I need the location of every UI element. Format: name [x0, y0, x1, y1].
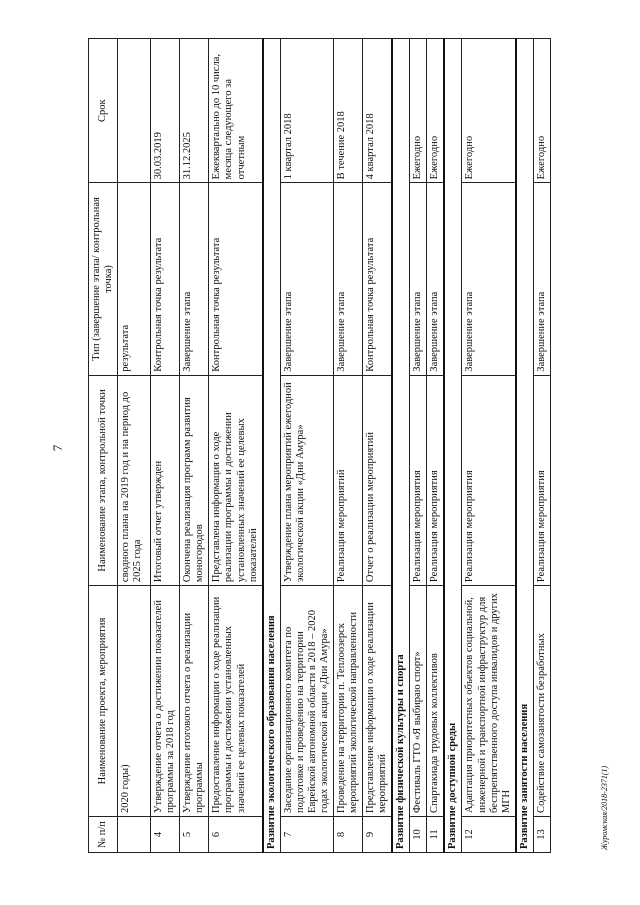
cell-event: Заседание организационного комитета по подготовке и проведению на территории Еврейской автономной области в 2018 – 2020 годах экологической акции «Дни Амура»	[280, 586, 333, 817]
table-row	[180, 39, 209, 853]
cell-stage: Реализация мероприятия	[427, 375, 445, 585]
table-row	[462, 39, 516, 853]
section-row-employment	[516, 39, 534, 853]
cell-type: Контрольная точка результата	[209, 183, 263, 375]
cell-num: 10	[410, 816, 427, 852]
table-row	[363, 39, 393, 853]
cell-event: Адаптация приоритетных объектов социальной, инженерной и транспортной инфраструктур для беспрепятственного доступа инвалидов и других МГН	[462, 586, 516, 817]
cell-event: Содействие самозанятости безработных	[533, 586, 550, 817]
event-plan-table	[88, 38, 551, 853]
cell-event: Утверждение итогового отчета о реализации программы	[180, 586, 209, 817]
cell-deadline: В течение 2018	[333, 39, 362, 183]
table-row	[410, 39, 427, 853]
cell-stage: Реализация мероприятий	[333, 375, 362, 585]
table-row	[427, 39, 445, 853]
cell-event: Проведение на территории п. Теплоозерск мероприятий экологической направленности	[333, 586, 362, 817]
cell-deadline: Ежегодно	[533, 39, 550, 183]
cell-type: Контрольная точка результата	[363, 183, 393, 375]
cell-event: Утверждение отчета о достижении показателей программы за 2018 год	[151, 586, 180, 817]
cell-num: 8	[333, 816, 362, 852]
section-row-access	[444, 39, 462, 853]
table-row	[280, 39, 333, 853]
cell-deadline: Ежегодно	[462, 39, 516, 183]
page-number: 7	[50, 444, 65, 452]
cell-stage: Утверждение плана мероприятий ежегодной экологической акции «Дни Амура»	[280, 375, 333, 585]
cell-event: 2020 годы)	[118, 586, 151, 817]
table-row	[118, 39, 151, 853]
cell-deadline: 30.03.2019	[151, 39, 180, 183]
cell-event: Фестиваль ГТО «Я выбираю спорт»	[410, 586, 427, 817]
cell-deadline: Ежегодно	[410, 39, 427, 183]
section-title: Развитие занятости населения	[516, 39, 534, 853]
cell-type: результата	[118, 183, 151, 375]
section-title: Развитие доступной среды	[444, 39, 462, 853]
cell-type: Завершение этапа	[280, 183, 333, 375]
cell-type: Завершение этапа	[180, 183, 209, 375]
cell-stage: Итоговый отчет утвержден	[151, 375, 180, 585]
document-stamp: Журомская/2018-2371(1)	[600, 765, 609, 851]
rotated-table-container	[88, 38, 608, 853]
header-type: Тип (завершение этапа/ контрольная точка)	[89, 183, 118, 375]
header-num: № п/п	[89, 816, 118, 852]
table-header-row	[89, 39, 118, 853]
cell-event: Спартакиада трудовых коллективов	[427, 586, 445, 817]
cell-type: Завершение этапа	[410, 183, 427, 375]
cell-deadline: Ежеквартально до 10 числа, месяца следующего за отчетным	[209, 39, 263, 183]
cell-stage: Отчет о реализации мероприятий	[363, 375, 393, 585]
cell-stage: Реализация мероприятия	[410, 375, 427, 585]
cell-stage: Реализация мероприятия	[533, 375, 550, 585]
cell-num: 5	[180, 816, 209, 852]
section-title: Развитие экологического образования населения	[263, 39, 281, 853]
cell-num: 13	[533, 816, 550, 852]
cell-stage: Представлена информация о ходе реализации программы и достижении установленных значений ее целевых показателей	[209, 375, 263, 585]
cell-type: Завершение этапа	[427, 183, 445, 375]
cell-num: 6	[209, 816, 263, 852]
cell-num: 12	[462, 816, 516, 852]
section-row-ecology	[263, 39, 281, 853]
section-title: Развитие физической культуры и спорта	[392, 39, 410, 853]
cell-type: Завершение этапа	[333, 183, 362, 375]
cell-num: 11	[427, 816, 445, 852]
cell-type: Завершение этапа	[462, 183, 516, 375]
table-row	[533, 39, 550, 853]
cell-deadline	[118, 39, 151, 183]
header-stage: Наименование этапа, контрольной точки	[89, 375, 118, 585]
cell-stage: Окончена реализация программ развития моногородов	[180, 375, 209, 585]
cell-num: 4	[151, 816, 180, 852]
header-deadline: Срок	[89, 39, 118, 183]
table-row	[333, 39, 362, 853]
cell-event: Представление информации о ходе реализации мероприятий	[363, 586, 393, 817]
cell-num: 9	[363, 816, 393, 852]
section-row-sport	[392, 39, 410, 853]
cell-num	[118, 816, 151, 852]
cell-stage: Реализация мероприятия	[462, 375, 516, 585]
cell-stage: сводного плана на 2019 год и на период до 2025 года	[118, 375, 151, 585]
table-row	[151, 39, 180, 853]
header-event: Наименование проекта, мероприятия	[89, 586, 118, 817]
cell-type: Завершение этапа	[533, 183, 550, 375]
table-row	[209, 39, 263, 853]
cell-deadline: 4 квартал 2018	[363, 39, 393, 183]
cell-deadline: 1 квартал 2018	[280, 39, 333, 183]
cell-deadline: Ежегодно	[427, 39, 445, 183]
cell-event: Предоставление информации о ходе реализации программы и достижении установленных значений ее целевых показателей	[209, 586, 263, 817]
cell-num: 7	[280, 816, 333, 852]
cell-deadline: 31.12.2025	[180, 39, 209, 183]
cell-type: Контрольная точка результата	[151, 183, 180, 375]
